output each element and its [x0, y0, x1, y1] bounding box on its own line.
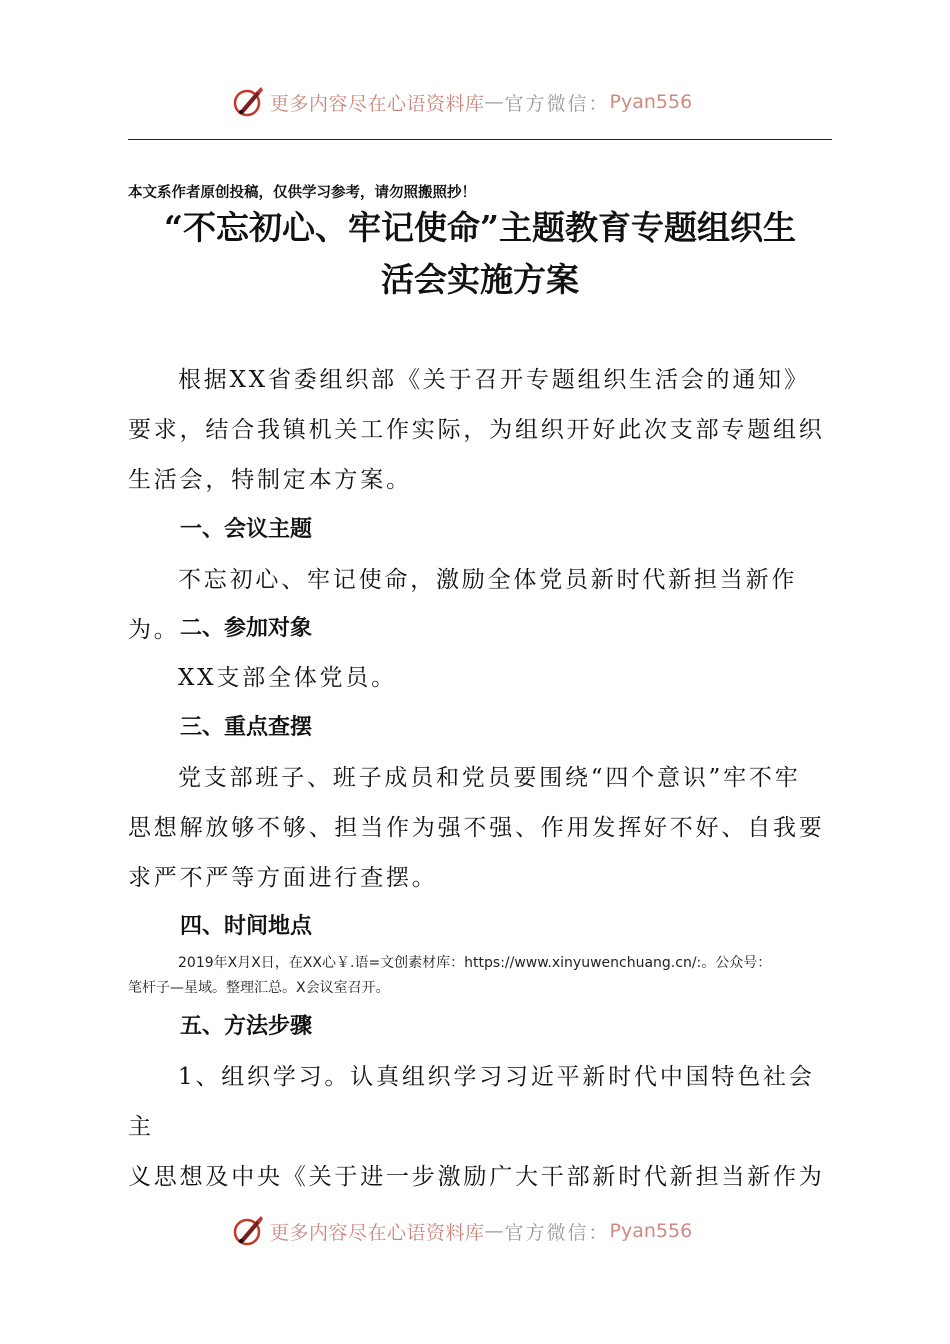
watermark-separator: —	[484, 91, 505, 113]
paragraph-line: 笔杆子—星域。整理汇总。X会议室召开。	[128, 980, 390, 996]
watermark-label: 官方微信：	[504, 92, 610, 115]
title-line: 活会实施方案	[381, 260, 579, 299]
paragraph-line: 要求，结合我镇机关工作实际，为组织开好此次支部专题组织	[128, 417, 825, 443]
paragraph-line: 求严不严等方面进行查摆。	[128, 865, 438, 891]
watermark-separator: —	[484, 1220, 505, 1242]
section-body	[128, 1052, 838, 1202]
section-body-small	[128, 951, 848, 1001]
paragraph-line: 党支部班子、班子成员和党员要围绕“四个意识”牢不牢	[178, 765, 801, 791]
header-watermark	[230, 82, 692, 122]
watermark-brand: 更多内容尽在心语资料库	[270, 1221, 485, 1244]
section-body: XX支部全体党员。	[178, 665, 397, 691]
section-heading: 一、会议主题	[180, 517, 313, 542]
paragraph-line: 2019年X月X日，在XX心￥.语=文创素材库：https://www.xinyuwenchuang.cn/:。公众号：	[178, 955, 772, 971]
copyright-notice: 本文系作者原创投稿，仅供学习参考，请勿照搬照抄！	[128, 184, 476, 201]
watermark-label: 官方微信：	[504, 1221, 610, 1244]
paragraph-line: 思想解放够不够、担当作为强不强、作用发挥好不好、自我要	[128, 815, 825, 841]
watermark-account: Pyan556	[609, 1220, 693, 1242]
paragraph-line: 生活会，特制定本方案。	[128, 467, 412, 493]
section-body: 不忘初心、牢记使命，激励全体党员新时代新担当新作为。	[128, 567, 798, 643]
header-divider	[128, 139, 832, 140]
paragraph-line: 根据XX省委组织部《关于召开专题组织生活会的通知》	[178, 367, 810, 393]
watermark-account: Pyan556	[609, 91, 693, 113]
section-heading: 五、方法步骤	[180, 1014, 313, 1039]
pen-seal-logo-icon	[230, 84, 266, 120]
section-body	[128, 753, 838, 903]
section-heading: 二、参加对象	[180, 616, 313, 641]
document-title	[110, 202, 850, 306]
intro-paragraph	[128, 355, 838, 505]
title-line: “不忘初心、牢记使命”主题教育专题组织生	[164, 208, 796, 247]
paragraph-line: 1、组织学习。认真组织学习习近平新时代中国特色社会主	[128, 1064, 815, 1140]
section-heading: 四、时间地点	[180, 914, 313, 939]
pen-seal-logo-icon	[230, 1213, 266, 1249]
footer-watermark	[230, 1211, 692, 1251]
watermark-brand: 更多内容尽在心语资料库	[270, 92, 485, 115]
paragraph-line: 义思想及中央《关于进一步激励广大干部新时代新担当新作为	[128, 1164, 825, 1190]
section-heading: 三、重点查摆	[180, 715, 313, 740]
